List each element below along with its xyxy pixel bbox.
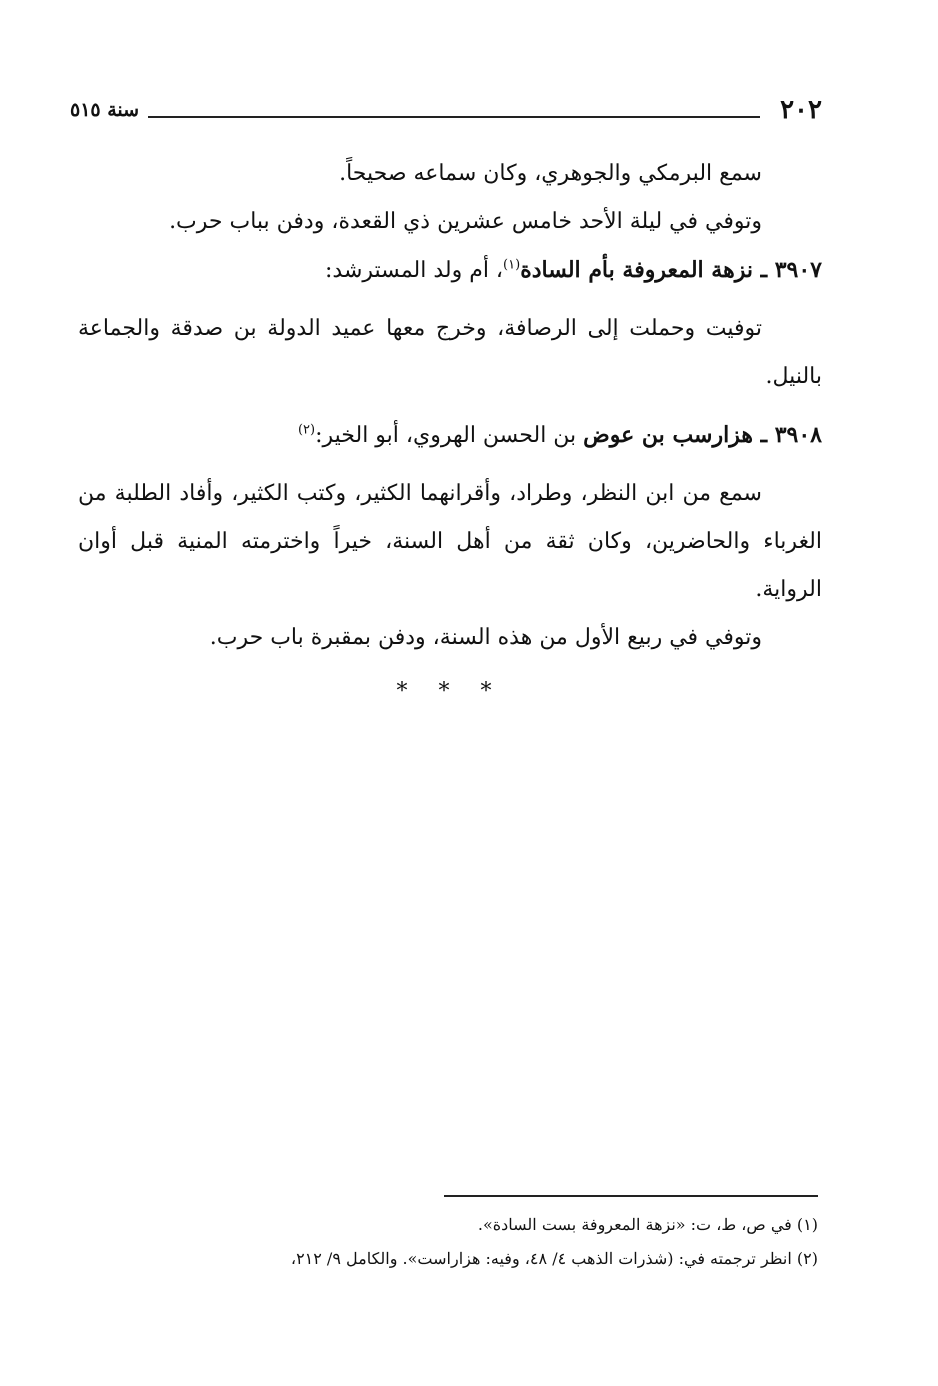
footnote-2: (٢) انظر ترجمته في: (شذرات الذهب ٤/ ٤٨، وفيه: هزاراست». والكامل ٩/ ٢١٢، [290,1249,818,1268]
footnote-ref-1: (١) [503,257,521,273]
page-header [70,92,822,128]
entry-3908-rest: بن الحسن الهروي، أبو الخير: [315,423,584,448]
paragraph-5: وتوفي في ربيع الأول من هذه السنة، ودفن بمقبرة باب حرب. [209,625,762,650]
spacer [78,401,822,411]
page-number: ٢٠٢ [780,95,822,125]
footnotes [150,1208,818,1276]
running-head: سنة ٥١٥ [70,99,140,121]
header-rule [148,116,760,118]
entry-3907-rest: ، أم ولد المسترشد: [325,258,504,283]
spacer [78,460,822,470]
footnote-rule [444,1195,818,1197]
section-separator: * * * [396,679,504,704]
paragraph-2: وتوفي في ليلة الأحد خامس عشرين ذي القعدة، ودفن بباب حرب. [169,209,762,234]
entry-3907-heading: ٣٩٠٧ ـ نزهة المعروفة بأم السادة [520,257,822,283]
footnote-1: (١) في ص، ط، ت: «نزهة المعروفة بست السادة». [477,1215,818,1234]
entry-3908 [78,411,822,460]
paragraph-1: سمع البرمكي والجوهري، وكان سماعه صحيحاً. [339,161,762,186]
spacer [78,295,822,305]
paragraph-3: توفيت وحملت إلى الرصافة، وخرج معها عميد الدولة بن صدقة والجماعة بالنيل. [78,316,822,389]
footnote-ref-2: (٢) [297,422,316,438]
entry-3908-heading: ٣٩٠٨ ـ هزارسب بن عوض [583,422,822,448]
entry-3907 [78,246,822,295]
paragraph-4: سمع من ابن النظر، وطراد، وأقرانهما الكثير، وكتب الكثير، وأفاد الطلبة من الغرباء والحاضرين، وكان ثقة من أهل السنة، خيراً واخترمته المنية قبل أوان الرواية. [78,481,822,602]
page-body [78,150,822,716]
